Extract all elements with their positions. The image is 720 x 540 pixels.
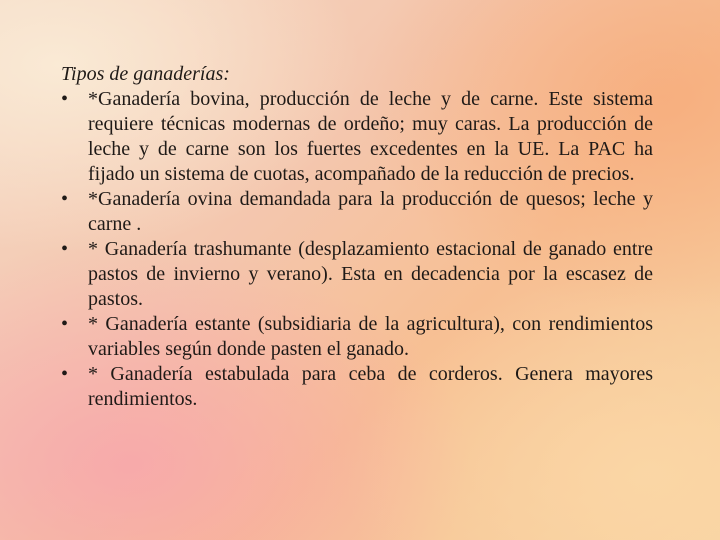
bullet-text: * Ganadería trashumante (desplazamiento estacional de ganado entre pastos de invierno y verano). Esta en decadencia por la escasez de pastos.	[88, 238, 653, 310]
bullet-item	[61, 237, 653, 312]
bullet-item	[61, 312, 653, 362]
bullet-item	[61, 362, 653, 412]
bullet-point-icon: •	[61, 238, 69, 260]
bullet-text: * Ganadería estante (subsidiaria de la agricultura), con rendimientos variables según donde pasten el ganado.	[88, 313, 653, 360]
bullet-point-icon: •	[61, 313, 69, 335]
bullet-text: *Ganadería ovina demandada para la producción de quesos; leche y carne .	[88, 188, 653, 235]
bullet-text: *Ganadería bovina, producción de leche y de carne. Este sistema requiere técnicas modernas de ordeño; muy caras. La producción de leche y de carne son los fuertes excedentes en la UE. La PAC ha fijado un sistema de cuotas, acompañado de la reducción de precios.	[88, 88, 653, 185]
bullet-item	[61, 87, 653, 187]
bullet-list	[61, 87, 653, 412]
bullet-point-icon: •	[61, 188, 69, 210]
slide-title: Tipos de ganaderías:	[61, 63, 230, 85]
bullet-point-icon: •	[61, 363, 69, 385]
bullet-text: * Ganadería estabulada para ceba de corderos. Genera mayores rendimientos.	[88, 363, 653, 410]
slide-content	[61, 62, 653, 412]
bullet-point-icon: •	[61, 88, 69, 110]
bullet-item	[61, 187, 653, 237]
